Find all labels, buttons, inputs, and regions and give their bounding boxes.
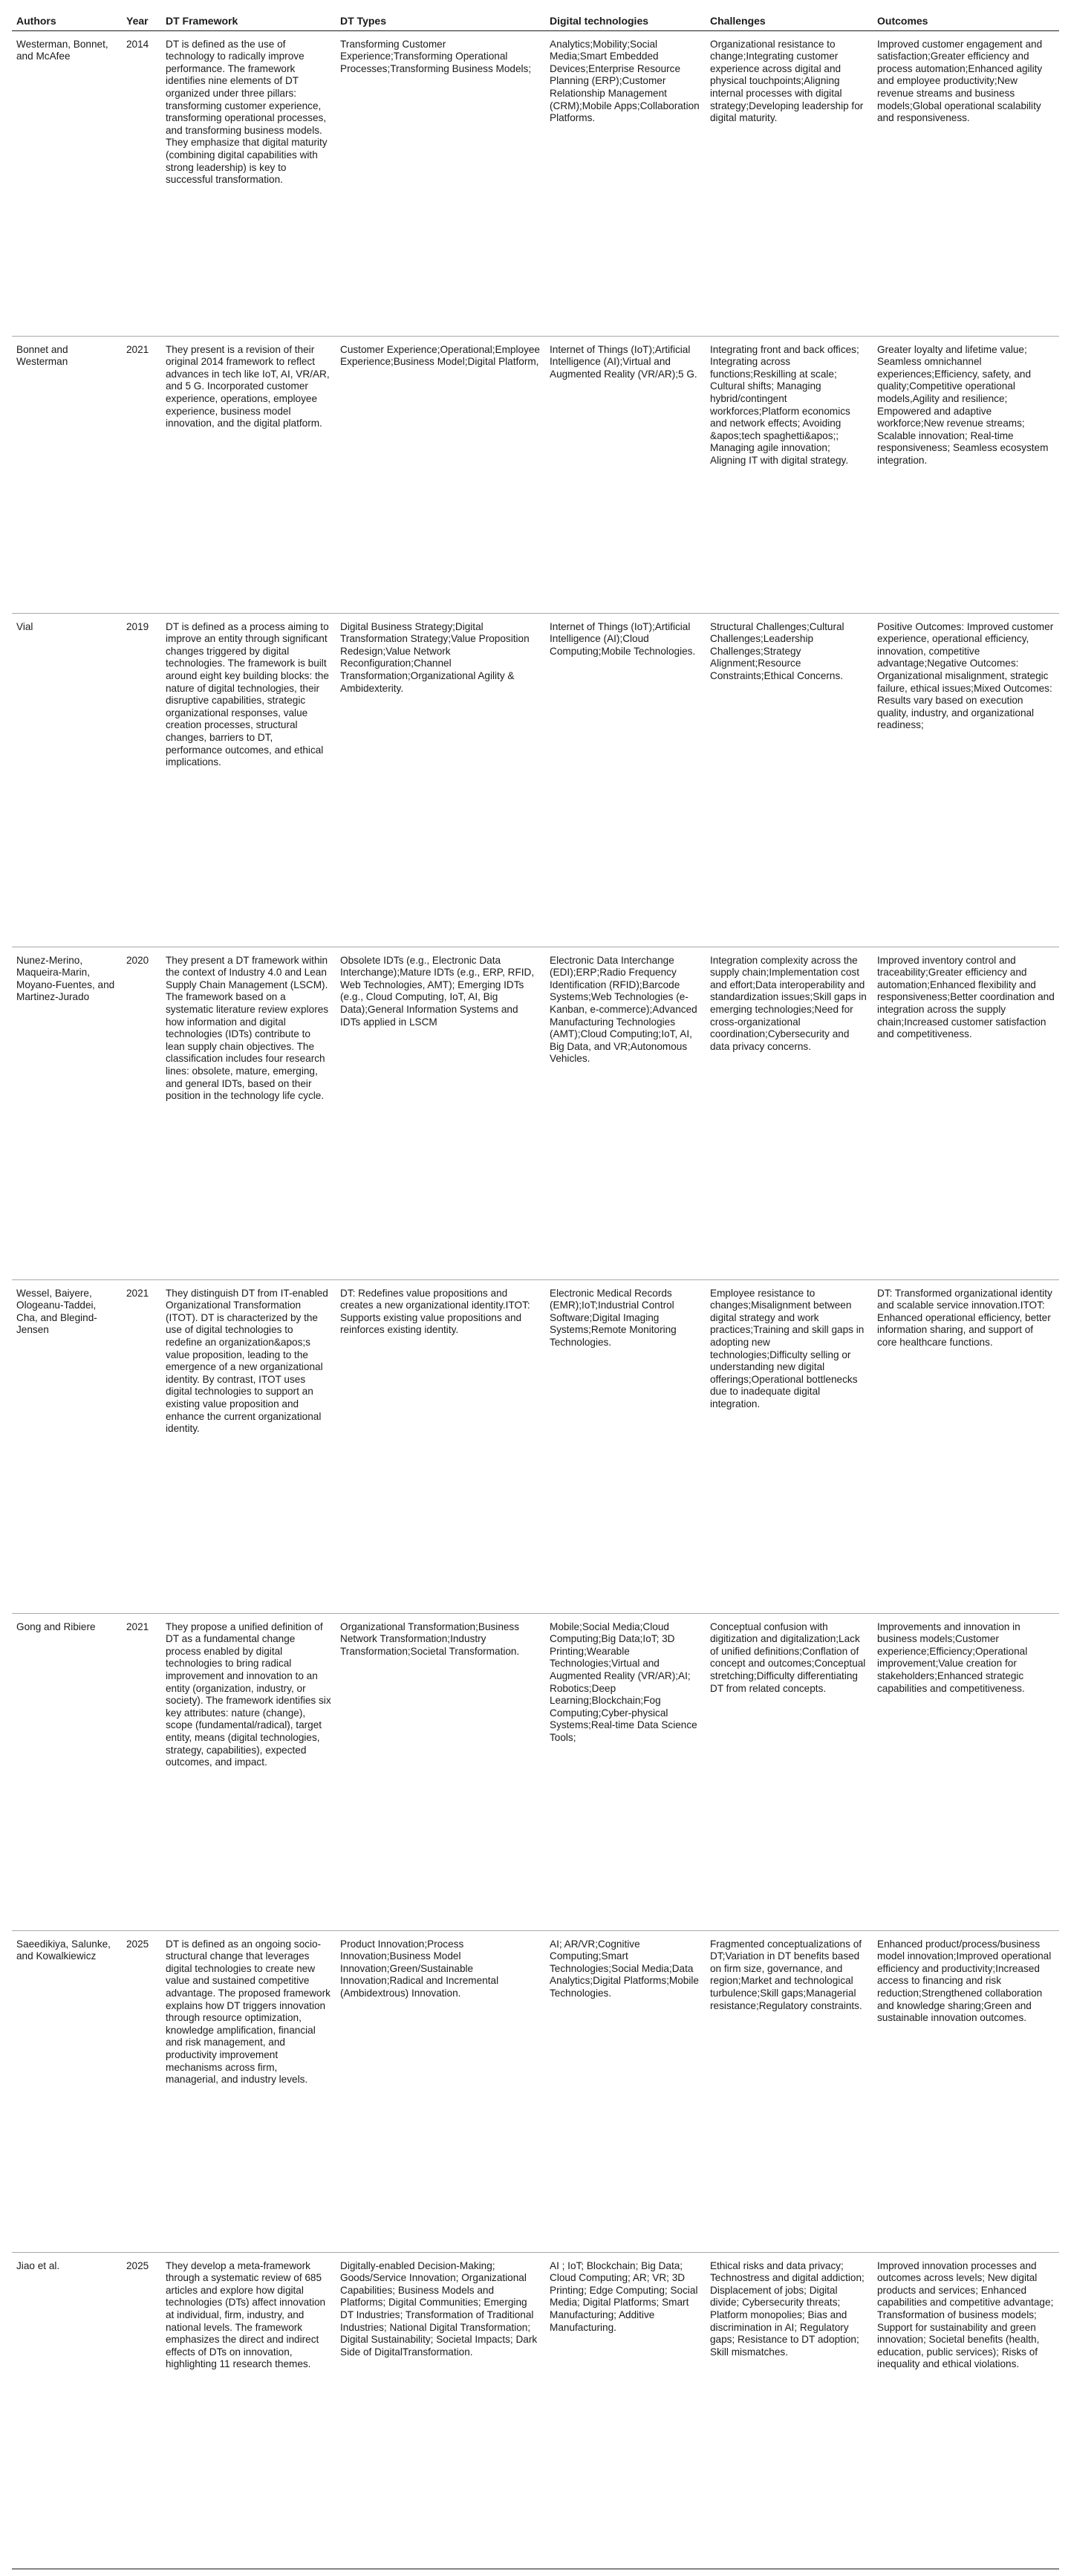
table-row xyxy=(12,1613,1059,1930)
header-row xyxy=(12,15,1059,30)
cell-outcomes: Improvements and innovation in business models;Customer experience;Efficiency;Operational improvement;Value creation for stakeholders;Enhanced strategic capabilities and competitiveness. xyxy=(873,1613,1059,1930)
cell-authors: Gong and Ribiere xyxy=(12,1613,122,1930)
cell-year: 2019 xyxy=(122,613,161,947)
cell-year: 2014 xyxy=(122,30,161,336)
cell-framework: DT is defined as a process aiming to improve an entity through significant changes triggered by digital technologies. The framework is built around eight key building blocks: the nature of digital technologies, their disruptive capabilities, strategic organizational responses, value creation processes, structural changes, barriers to DT, performance outcomes, and ethical implications. xyxy=(161,613,336,947)
cell-tech: Internet of Things (IoT);Artificial Intelligence (AI);Virtual and Augmented Reality (VR/AR);5 G. xyxy=(545,336,706,613)
header-outcomes: Outcomes xyxy=(873,15,1059,30)
cell-challenges: Structural Challenges;Cultural Challenges;Leadership Challenges;Strategy Alignment;Resource Constraints;Ethical Concerns. xyxy=(706,613,873,947)
table-row xyxy=(12,947,1059,1279)
cell-tech: Analytics;Mobility;Social Media;Smart Embedded Devices;Enterprise Resource Planning (ERP);Customer Relationship Management (CRM);Mobile Apps;Collaboration Platforms. xyxy=(545,30,706,336)
cell-tech: Electronic Data Interchange (EDI);ERP;Radio Frequency Identification (RFID);Barcode Systems;Web Technologies (e-Kanban, e-commerce);Advanced Manufacturing Technologies (AMT);Cloud Computing;IoT, AI, Big Data, and VR;Autonomous Vehicles. xyxy=(545,947,706,1279)
cell-outcomes: Enhanced product/process/business model innovation;Improved operational efficiency and productivity;Increased access to financing and risk reduction;Strengthened collaboration and knowledge sharing;Green and sustainable innovation outcomes. xyxy=(873,1930,1059,2252)
dt-frameworks-table xyxy=(12,15,1059,2569)
table-row xyxy=(12,2252,1059,2569)
cell-tech: Electronic Medical Records (EMR);IoT;Industrial Control Software;Digital Imaging Systems;Remote Monitoring Technologies. xyxy=(545,1279,706,1613)
cell-tech: Internet of Things (IoT);Artificial Intelligence (AI);Cloud Computing;Mobile Technologies. xyxy=(545,613,706,947)
header-types: DT Types xyxy=(336,15,545,30)
cell-outcomes: Positive Outcomes: Improved customer experience, operational efficiency, innovation, competitive advantage;Negative Outcomes: Organizational misalignment, strategic failure, ethical issues;Mixed Outcomes: Results vary based on execution quality, industry, and organizational readiness; xyxy=(873,613,1059,947)
cell-outcomes: Improved innovation processes and outcomes across levels; New digital products and services; Enhanced capabilities and competitive advantage; Transformation of business models; Support for sustainability and green innovation; Societal benefits (health, education, public services); Risks of inequality and ethical violations. xyxy=(873,2252,1059,2569)
cell-framework: They distinguish DT from IT-enabled Organizational Transformation (ITOT). DT is characterized by the use of digital technologies to redefine an organization&apos;s value proposition, leading to the emergence of a new organizational identity. By contrast, ITOT uses digital technologies to support an existing value proposition and enhance the current organizational identity. xyxy=(161,1279,336,1613)
cell-types: Digital Business Strategy;Digital Transformation Strategy;Value Proposition Redesign;Value Network Reconfiguration;Channel Transformation;Organizational Agility & Ambidexterity. xyxy=(336,613,545,947)
cell-types: DT: Redefines value propositions and creates a new organizational identity.ITOT: Supports existing value propositions and reinforces existing identity. xyxy=(336,1279,545,1613)
table-header xyxy=(12,15,1059,30)
cell-outcomes: Greater loyalty and lifetime value; Seamless omnichannel experiences;Efficiency, safety, and quality;Competitive operational models,Agility and resilience; Empowered and adaptive workforce;New revenue streams; Scalable innovation; Real-time responsiveness; Seamless ecosystem integration. xyxy=(873,336,1059,613)
table-row xyxy=(12,336,1059,613)
cell-challenges: Integration complexity across the supply chain;Implementation cost and effort;Data interoperability and standardization issues;Skill gaps in emerging technologies;Need for cross-organizational coordination;Cybersecurity and data privacy concerns. xyxy=(706,947,873,1279)
cell-challenges: Ethical risks and data privacy; Technostress and digital addiction; Displacement of jobs; Digital divide; Cybersecurity threats; Platform monopolies; Bias and discrimination in AI; Regulatory gaps; Resistance to DT adoption; Skill mismatches. xyxy=(706,2252,873,2569)
cell-tech: AI ; IoT; Blockchain; Big Data; Cloud Computing; AR; VR; 3D Printing; Edge Computing; Social Media; Digital Platforms; Smart Manufacturing; Additive Manufacturing. xyxy=(545,2252,706,2569)
cell-year: 2020 xyxy=(122,947,161,1279)
header-tech: Digital technologies xyxy=(545,15,706,30)
cell-tech: AI; AR/VR;Cognitive Computing;Smart Technologies;Social Media;Data Analytics;Digital Platforms;Mobile Technologies. xyxy=(545,1930,706,2252)
cell-types: Transforming Customer Experience;Transforming Operational Processes;Transforming Business Models; xyxy=(336,30,545,336)
table-row xyxy=(12,613,1059,947)
cell-framework: They develop a meta-framework through a systematic review of 685 articles and explore how digital technologies (DTs) affect innovation at individual, firm, industry, and national levels. The framework emphasizes the direct and indirect effects of DTs on innovation, highlighting 11 research themes. xyxy=(161,2252,336,2569)
cell-types: Digitally-enabled Decision-Making; Goods/Service Innovation; Organizational Capabilities; Business Models and Platforms; Digital Communities; Emerging DT Industries; Transformation of Traditional Industries; National Digital Transformation; Digital Sustainability; Societal Impacts; Dark Side of DigitalTransformation. xyxy=(336,2252,545,2569)
cell-framework: DT is defined as the use of technology to radically improve performance. The framework identifies nine elements of DT organized under three pillars: transforming customer experience, transforming operational processes, and transforming business models. They emphasize that digital maturity (combining digital capabilities with strong leadership) is key to successful transformation. xyxy=(161,30,336,336)
header-challenges: Challenges xyxy=(706,15,873,30)
header-year: Year xyxy=(122,15,161,30)
table-row xyxy=(12,1930,1059,2252)
header-framework: DT Framework xyxy=(161,15,336,30)
cell-challenges: Organizational resistance to change;Integrating customer experience across digital and physical touchpoints;Aligning internal processes with digital strategy;Developing leadership for digital maturity. xyxy=(706,30,873,336)
cell-framework: DT is defined as an ongoing socio-structural change that leverages digital technologies to create new value and sustained competitive advantage. The proposed framework explains how DT triggers innovation through resource optimization, knowledge amplification, financial and risk management, and productivity improvement mechanisms across firm, managerial, and industry levels. xyxy=(161,1930,336,2252)
cell-outcomes: DT: Transformed organizational identity and scalable service innovation.ITOT: Enhanced operational efficiency, better information sharing, and support of core healthcare functions. xyxy=(873,1279,1059,1613)
cell-authors: Nunez-Merino, Maqueira-Marin, Moyano-Fuentes, and Martinez-Jurado xyxy=(12,947,122,1279)
table-row xyxy=(12,30,1059,336)
cell-tech: Mobile;Social Media;Cloud Computing;Big Data;IoT; 3D Printing;Wearable Technologies;Virtual and Augmented Reality (VR/AR);AI; Robotics;Deep Learning;Blockchain;Fog Computing;Cyber-physical Systems;Real-time Data Science Tools; xyxy=(545,1613,706,1930)
table-row xyxy=(12,1279,1059,1613)
header-authors: Authors xyxy=(12,15,122,30)
cell-framework: They propose a unified definition of DT as a fundamental change process enabled by digital technologies to bring radical improvement and innovation to an entity (organization, industry, or society). The framework identifies six key attributes: nature (change), scope (fundamental/radical), target entity, means (digital technologies, strategy, capabilities), expected outcomes, and impact. xyxy=(161,1613,336,1930)
cell-authors: Bonnet and Westerman xyxy=(12,336,122,613)
cell-outcomes: Improved customer engagement and satisfaction;Greater efficiency and process automation;Enhanced agility and employee productivity;New revenue streams and business models;Global operational scalability and responsiveness. xyxy=(873,30,1059,336)
cell-types: Product Innovation;Process Innovation;Business Model Innovation;Green/Sustainable Innovation;Radical and Incremental (Ambidextrous) Innovation. xyxy=(336,1930,545,2252)
cell-types: Obsolete IDTs (e.g., Electronic Data Interchange);Mature IDTs (e.g., ERP, RFID, Web Technologies, AMT); Emerging IDTs (e.g., Cloud Computing, IoT, AI, Big Data);General Information Systems and IDTs applied in LSCM xyxy=(336,947,545,1279)
cell-challenges: Fragmented conceptualizations of DT;Variation in DT benefits based on firm size, governance, and region;Market and technological turbulence;Skill gaps;Managerial resistance;Regulatory constraints. xyxy=(706,1930,873,2252)
cell-year: 2025 xyxy=(122,2252,161,2569)
cell-challenges: Conceptual confusion with digitization and digitalization;Lack of unified definitions;Conflation of concept and outcomes;Conceptual stretching;Difficulty differentiating DT from related concepts. xyxy=(706,1613,873,1930)
cell-challenges: Integrating front and back offices; Integrating across functions;Reskilling at scale; Cultural shifts; Managing hybrid/contingent workforces;Platform economics and network effects; Avoiding &apos;tech spaghetti&apos;; Managing agile innovation; Aligning IT with digital strategy. xyxy=(706,336,873,613)
cell-outcomes: Improved inventory control and traceability;Greater efficiency and automation;Enhanced flexibility and responsiveness;Better coordination and integration across the supply chain;Increased customer satisfaction and competitiveness. xyxy=(873,947,1059,1279)
cell-authors: Jiao et al. xyxy=(12,2252,122,2569)
cell-types: Customer Experience;Operational;Employee Experience;Business Model;Digital Platform, xyxy=(336,336,545,613)
cell-challenges: Employee resistance to changes;Misalignment between digital strategy and work practices;Training and skill gaps in adopting new technologies;Difficulty selling or understanding new digital offerings;Operational bottlenecks due to inadequate digital integration. xyxy=(706,1279,873,1613)
cell-year: 2025 xyxy=(122,1930,161,2252)
cell-year: 2021 xyxy=(122,336,161,613)
cell-types: Organizational Transformation;Business Network Transformation;Industry Transformation;Societal Transformation. xyxy=(336,1613,545,1930)
cell-framework: They present is a revision of their original 2014 framework to reflect advances in tech like IoT, AI, VR/AR, and 5 G. Incorporated customer experience, operations, employee experience, business model innovation, and the digital platform. xyxy=(161,336,336,613)
table-body xyxy=(12,30,1059,2569)
cell-year: 2021 xyxy=(122,1279,161,1613)
cell-framework: They present a DT framework within the context of Industry 4.0 and Lean Supply Chain Management (LSCM). The framework based on a systematic literature review explores how information and digital technologies (IDTs) contribute to lean supply chain objectives. The classification includes four research lines: obsolete, mature, emerging, and general IDTs, based on their position in the technology life cycle. xyxy=(161,947,336,1279)
cell-year: 2021 xyxy=(122,1613,161,1930)
cell-authors: Vial xyxy=(12,613,122,947)
cell-authors: Wessel, Baiyere, Ologeanu-Taddei, Cha, and Blegind-Jensen xyxy=(12,1279,122,1613)
cell-authors: Westerman, Bonnet, and McAfee xyxy=(12,30,122,336)
cell-authors: Saeedikiya, Salunke, and Kowalkiewicz xyxy=(12,1930,122,2252)
